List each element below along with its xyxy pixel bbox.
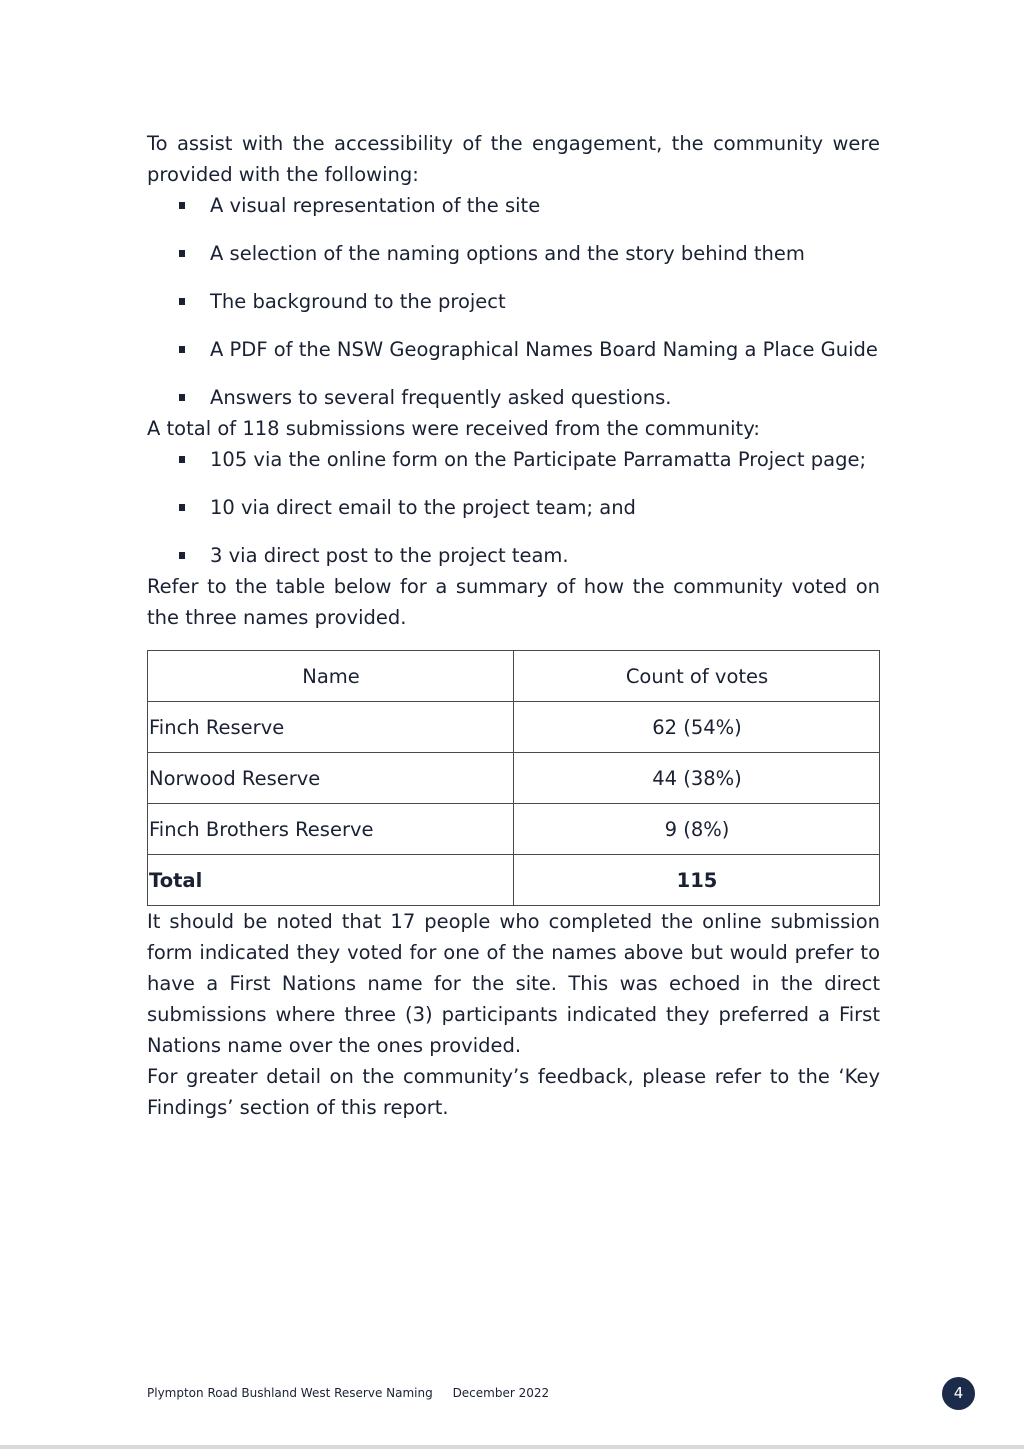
page-number-badge: 4 bbox=[942, 1377, 975, 1410]
total-label: Total bbox=[148, 855, 514, 906]
detail-paragraph: For greater detail on the community’s feedback, please refer to the ‘Key Findings’ section of this report. bbox=[147, 1065, 880, 1119]
list-item-text: A PDF of the NSW Geographical Names Board Naming a Place Guide bbox=[210, 338, 878, 361]
table-row bbox=[148, 804, 880, 855]
table-intro-paragraph: Refer to the table below for a summary of how the community voted on the three names provided. bbox=[147, 575, 880, 629]
bullet-icon bbox=[179, 298, 185, 305]
table-row bbox=[148, 753, 880, 804]
total-count: 115 bbox=[514, 855, 880, 906]
table-row bbox=[148, 702, 880, 753]
list-item bbox=[147, 190, 880, 221]
bullet-icon bbox=[179, 346, 185, 353]
row-name: Norwood Reserve bbox=[148, 753, 514, 804]
bullet-icon bbox=[179, 504, 185, 511]
list-item bbox=[147, 492, 880, 523]
row-count: 9 (8%) bbox=[514, 804, 880, 855]
footer-date: December 2022 bbox=[452, 1386, 550, 1400]
list-item-text: 3 via direct post to the project team. bbox=[210, 544, 569, 567]
footer-title: Plympton Road Bushland West Reserve Naming bbox=[147, 1386, 433, 1400]
row-name: Finch Brothers Reserve bbox=[148, 804, 514, 855]
list-item-text: 105 via the online form on the Participate Parramatta Project page; bbox=[210, 448, 867, 471]
list-item bbox=[147, 382, 880, 413]
list-item bbox=[147, 238, 880, 269]
header-count: Count of votes bbox=[514, 651, 880, 702]
list-item-text: A visual representation of the site bbox=[210, 194, 541, 217]
row-name: Finch Reserve bbox=[148, 702, 514, 753]
submissions-list bbox=[147, 444, 880, 571]
table-header-row bbox=[148, 651, 880, 702]
list-item-text: Answers to several frequently asked questions. bbox=[210, 386, 672, 409]
submissions-intro: A total of 118 submissions were received from the community: bbox=[147, 417, 760, 440]
list-item bbox=[147, 286, 880, 317]
votes-table bbox=[147, 650, 880, 906]
bullet-icon bbox=[179, 250, 185, 257]
intro-paragraph: To assist with the accessibility of the engagement, the community were provided with the following: bbox=[147, 132, 880, 186]
accessibility-list bbox=[147, 190, 880, 413]
row-count: 62 (54%) bbox=[514, 702, 880, 753]
footer bbox=[147, 1386, 549, 1400]
list-item-text: A selection of the naming options and the story behind them bbox=[210, 242, 805, 265]
list-item-text: 10 via direct email to the project team; and bbox=[210, 496, 636, 519]
header-name: Name bbox=[148, 651, 514, 702]
list-item bbox=[147, 540, 880, 571]
table-total-row bbox=[148, 855, 880, 906]
bottom-divider bbox=[0, 1445, 1024, 1449]
bullet-icon bbox=[179, 202, 185, 209]
page-content bbox=[147, 128, 880, 1123]
bullet-icon bbox=[179, 456, 185, 463]
bullet-icon bbox=[179, 394, 185, 401]
bullet-icon bbox=[179, 552, 185, 559]
list-item bbox=[147, 444, 880, 475]
list-item bbox=[147, 334, 880, 365]
row-count: 44 (38%) bbox=[514, 753, 880, 804]
note-paragraph: It should be noted that 17 people who completed the online submission form indicated they voted for one of the names above but would prefer to have a First Nations name for the site. This was echoed in the direct submissions where three (3) participants indicated they preferred a First Nations name over the ones provided. bbox=[147, 910, 880, 1057]
list-item-text: The background to the project bbox=[210, 290, 506, 313]
